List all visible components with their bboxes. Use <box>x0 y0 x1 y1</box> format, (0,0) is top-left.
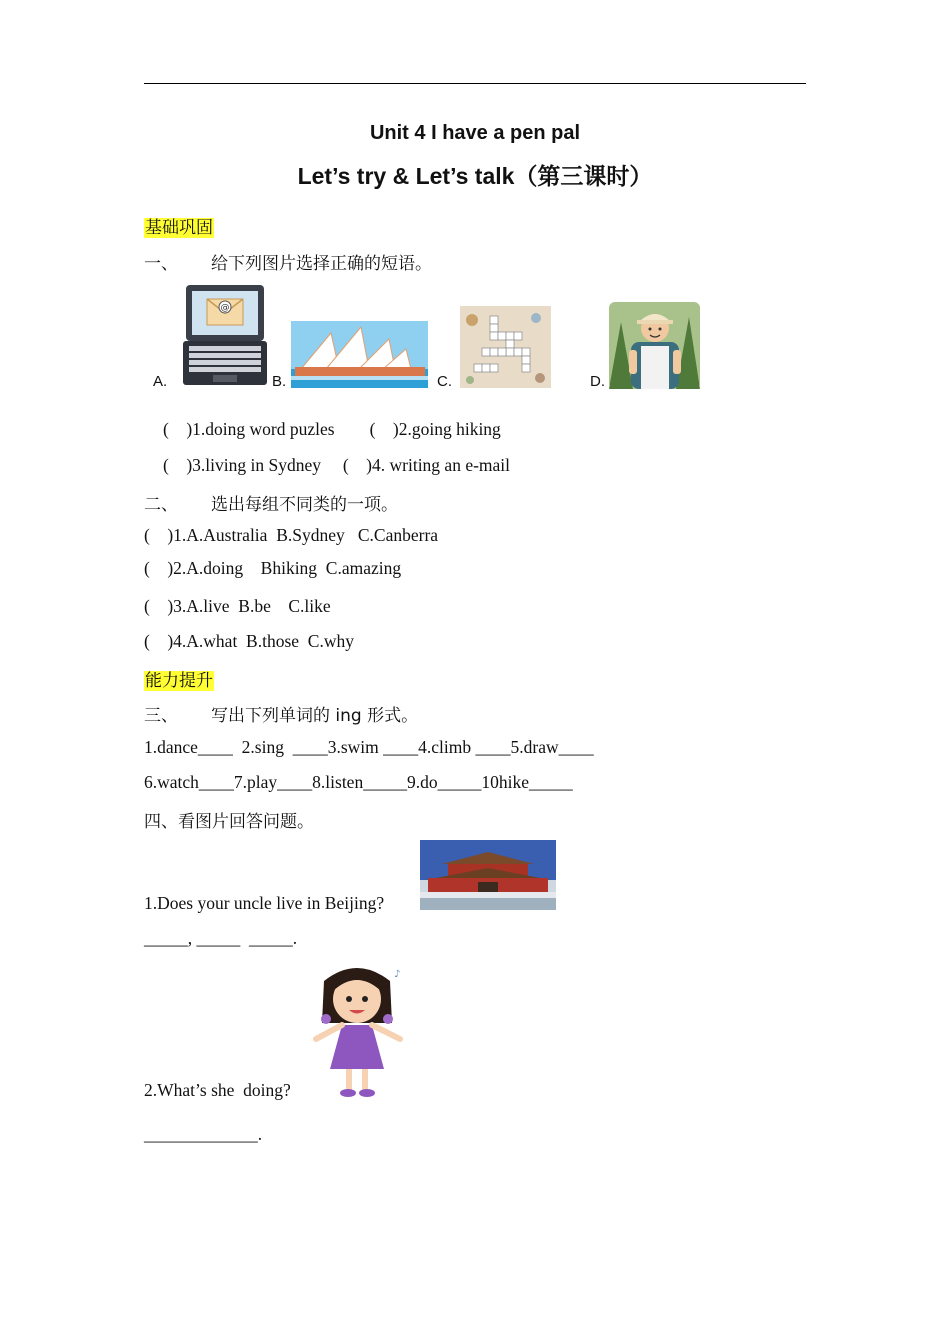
q3-number: 三、 <box>144 706 178 726</box>
q3-line-1: 1.dance____ 2.sing ____3.swim ____4.climb ____5.draw____ <box>144 737 594 757</box>
picture-label-b: B. <box>272 373 287 390</box>
sydney-opera-house-picture <box>291 321 428 388</box>
header-rule <box>144 83 806 84</box>
q1-line-2: ( )3.living in Sydney ( )4. writing an e-mail <box>163 455 511 475</box>
picture-label-d: D. <box>590 373 605 390</box>
q2-item-3: ( )3.A.live B.be C.like <box>144 596 331 616</box>
worksheet-subtitle: Let’s try & Let’s talk（第三课时） <box>297 163 653 189</box>
q4-answer-2-blank: _____________. <box>144 1124 263 1144</box>
q3-heading: 写出下列单词的 ing 形式。 <box>211 706 419 726</box>
q4-question-2: 2.What’s she doing? <box>144 1080 291 1100</box>
tiananmen-picture <box>420 840 556 910</box>
q4-answer-1-blank: _____, _____ _____. <box>144 928 298 948</box>
q2-item-2: ( )2.A.doing Bhiking C.amazing <box>144 558 402 578</box>
hiking-boy-picture <box>609 302 700 389</box>
word-puzzle-picture <box>460 306 551 388</box>
q1-number: 一、 <box>144 254 178 274</box>
svg-text:@: @ <box>220 303 230 313</box>
q1-heading: 给下列图片选择正确的短语。 <box>211 254 432 274</box>
section-basic-label: 基础巩固 <box>145 218 213 238</box>
q2-heading: 选出每组不同类的一项。 <box>211 495 398 515</box>
q2-item-1: ( )1.A.Australia B.Sydney C.Canberra <box>144 525 439 545</box>
picture-label-c: C. <box>437 373 452 390</box>
q1-line-1: ( )1.doing word puzles ( )2.going hiking <box>163 419 501 439</box>
svg-text:♪: ♪ <box>394 969 401 980</box>
worksheet-title: Unit 4 I have a pen pal <box>369 122 581 144</box>
q4-heading: 四、看图片回答问题。 <box>144 812 314 832</box>
q3-line-2: 6.watch____7.play____8.listen_____9.do_____10hike_____ <box>144 772 573 792</box>
q4-question-1: 1.Does your uncle live in Beijing? <box>144 893 385 913</box>
q2-item-4: ( )4.A.what B.those C.why <box>144 631 354 651</box>
dancing-girl-picture <box>312 961 403 1098</box>
picture-label-a: A. <box>153 373 168 390</box>
q2-number: 二、 <box>144 495 178 515</box>
section-ability-label: 能力提升 <box>145 671 213 691</box>
laptop-email-picture <box>183 283 267 386</box>
